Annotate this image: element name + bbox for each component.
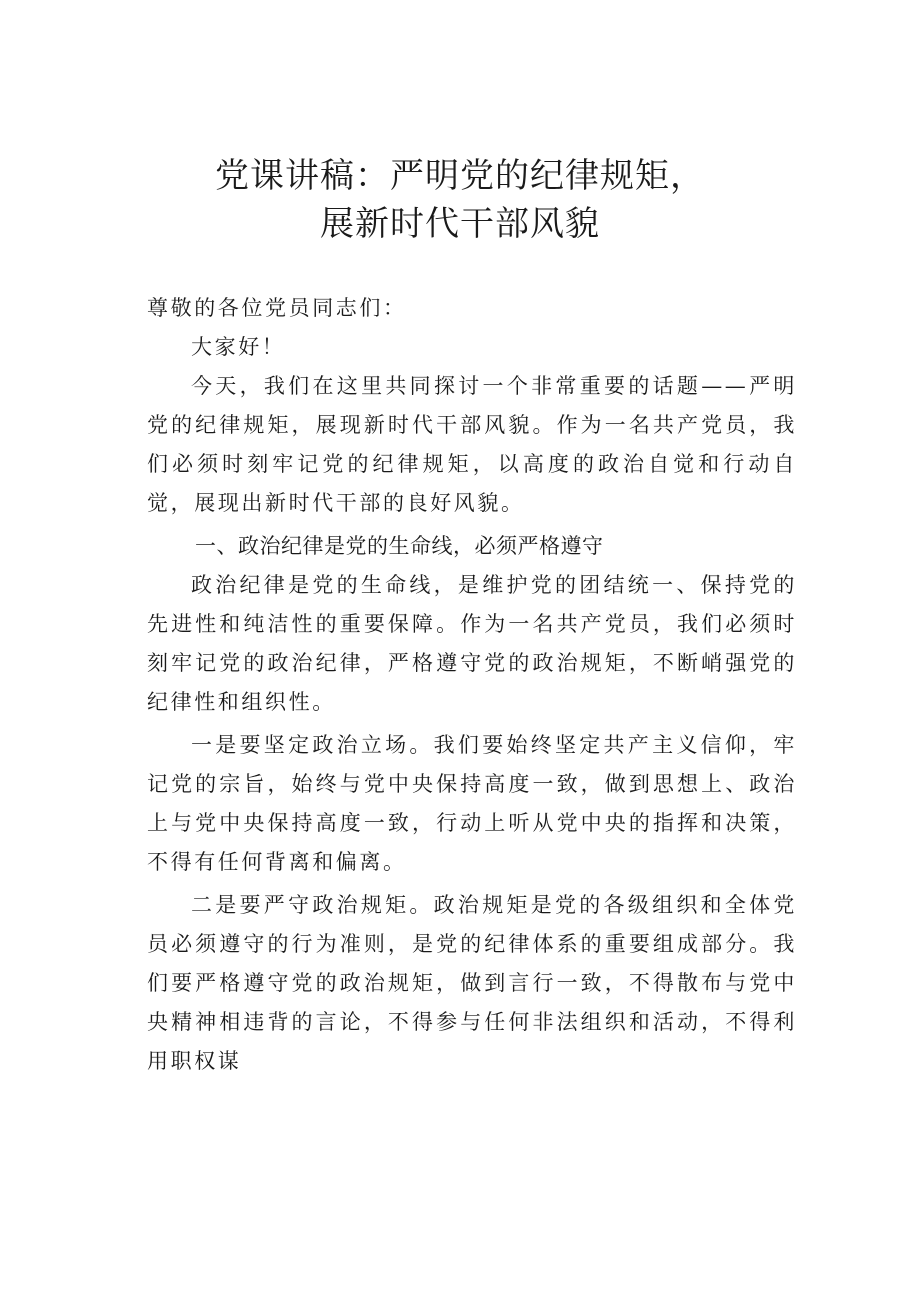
greeting: 大家好！ — [191, 335, 286, 359]
section-paragraph: 一是要坚定政治立场。我们要始终坚定共产主义信仰，牢记党的宗旨，始终与党中央保持高度一致，做到思想上、政治上与党中央保持高度一致，行动上听从党中央的指挥和决策，不得有任何背离和偏离。 — [147, 733, 797, 874]
title-line-1: 党课讲稿：严明党的纪律规矩， — [215, 156, 705, 196]
intro-paragraph: 今天，我们在这里共同探讨一个非常重要的话题——严明党的纪律规矩，展现新时代干部风貌。作为一名共产党员，我们必须时刻牢记党的纪律规矩，以高度的政治自觉和行动自觉，展现出新时代干部的良好风貌。 — [147, 374, 797, 515]
title-line-2: 展新时代干部风貌 — [320, 204, 600, 244]
document-title — [0, 152, 920, 248]
salutation: 尊敬的各位党员同志们： — [147, 296, 407, 320]
section-heading: 一、政治纪律是党的生命线，必须严格遵守 — [195, 534, 604, 558]
section-paragraph: 政治纪律是党的生命线，是维护党的团结统一、保持党的先进性和纯洁性的重要保障。作为一名共产党员，我们必须时刻牢记党的政治纪律，严格遵守党的政治规矩，不断峭强党的纪律性和组织性。 — [147, 573, 797, 714]
section-paragraph: 二是要严守政治规矩。政治规矩是党的各级组织和全体党员必须遵守的行为准则，是党的纪律体系的重要组成部分。我们要严格遵守党的政治规矩，做到言行一致，不得散布与党中央精神相违背的言论，不得参与任何非法组织和活动，不得利用职权谋 — [147, 893, 797, 1073]
document-body — [147, 289, 797, 1081]
